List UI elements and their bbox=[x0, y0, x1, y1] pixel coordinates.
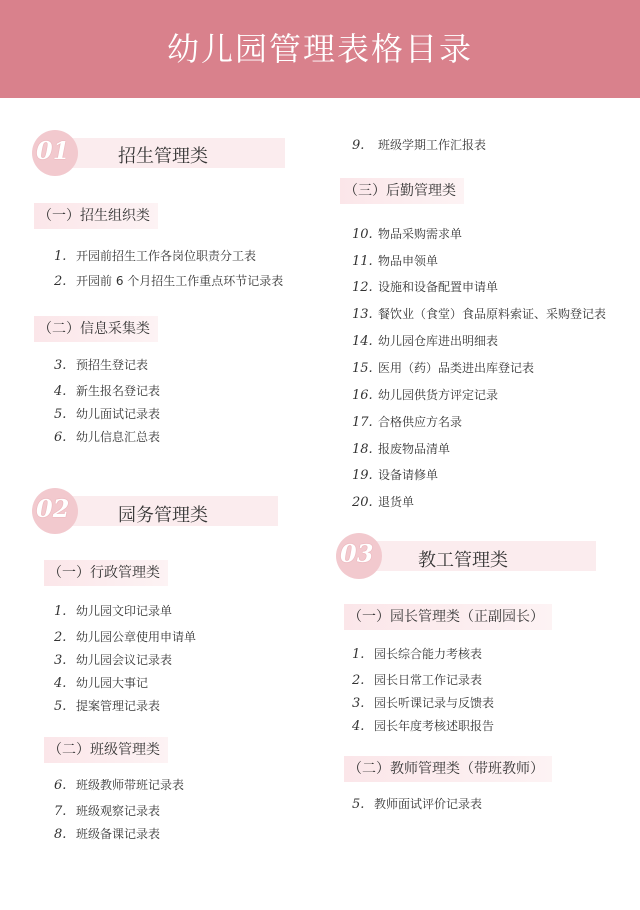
subheading: （一）行政管理类 bbox=[44, 560, 168, 586]
list-item: 6. 幼儿信息汇总表 bbox=[54, 430, 161, 445]
list-item: 18. 报废物品清单 bbox=[352, 442, 451, 457]
list-item: 10. 物品采购需求单 bbox=[352, 227, 463, 242]
section-badge-number-3: 03 bbox=[340, 539, 374, 568]
list-item: 7. 班级观察记录表 bbox=[54, 804, 161, 819]
list-item: 2. 园长日常工作记录表 bbox=[352, 673, 483, 688]
subheading: （三）后勤管理类 bbox=[340, 178, 464, 204]
list-item: 15. 医用（药）品类进出库登记表 bbox=[352, 361, 535, 376]
list-item: 1. 幼儿园文印记录单 bbox=[54, 604, 173, 619]
list-item: 1. 园长综合能力考核表 bbox=[352, 647, 483, 662]
list-item: 3. 预招生登记表 bbox=[54, 358, 149, 373]
list-item: 5. 教师面试评价记录表 bbox=[352, 797, 483, 812]
list-item: 16. 幼儿园供货方评定记录 bbox=[352, 388, 499, 403]
section-title-1: 招生管理类 bbox=[118, 146, 208, 167]
list-item: 8. 班级备课记录表 bbox=[54, 827, 161, 842]
list-item: 3. 幼儿园会议记录表 bbox=[54, 653, 173, 668]
list-item: 9. 班级学期工作汇报表 bbox=[352, 138, 487, 153]
list-item: 2. 开园前 6 个月招生工作重点环节记录表 bbox=[54, 274, 284, 289]
subheading: （一）园长管理类（正副园长） bbox=[344, 604, 552, 630]
section-title-2: 园务管理类 bbox=[118, 505, 208, 526]
list-item: 5. 幼儿面试记录表 bbox=[54, 407, 161, 422]
subheading: （二）班级管理类 bbox=[44, 737, 168, 763]
subheading: （一）招生组织类 bbox=[34, 203, 158, 229]
list-item: 4. 新生报名登记表 bbox=[54, 384, 161, 399]
page-title: 幼儿园管理表格目录 bbox=[166, 30, 473, 68]
section-badge-number-2: 02 bbox=[36, 494, 70, 523]
list-item: 3. 园长听课记录与反馈表 bbox=[352, 696, 495, 711]
list-item: 14. 幼儿园仓库进出明细表 bbox=[352, 334, 499, 349]
list-item: 13. 餐饮业（食堂）食品原料索证、采购登记表 bbox=[352, 307, 607, 322]
list-item: 5. 提案管理记录表 bbox=[54, 699, 161, 714]
list-item: 20. 退货单 bbox=[352, 495, 415, 510]
list-item: 6. 班级教师带班记录表 bbox=[54, 778, 185, 793]
subheading: （二）教师管理类（带班教师） bbox=[344, 756, 552, 782]
subheading: （二）信息采集类 bbox=[34, 316, 158, 342]
list-item: 1. 开园前招生工作各岗位职责分工表 bbox=[54, 249, 257, 264]
list-item: 2. 幼儿园公章使用申请单 bbox=[54, 630, 197, 645]
list-item: 12. 设施和设备配置申请单 bbox=[352, 280, 499, 295]
list-item: 4. 园长年度考核述职报告 bbox=[352, 719, 495, 734]
header-banner bbox=[0, 0, 640, 98]
section-badge-number-1: 01 bbox=[36, 136, 70, 165]
list-item: 4. 幼儿园大事记 bbox=[54, 676, 149, 691]
section-title-3: 教工管理类 bbox=[418, 550, 508, 571]
list-item: 17. 合格供应方名录 bbox=[352, 415, 463, 430]
list-item: 11. 物品申领单 bbox=[352, 254, 439, 269]
list-item: 19. 设备请修单 bbox=[352, 468, 439, 483]
